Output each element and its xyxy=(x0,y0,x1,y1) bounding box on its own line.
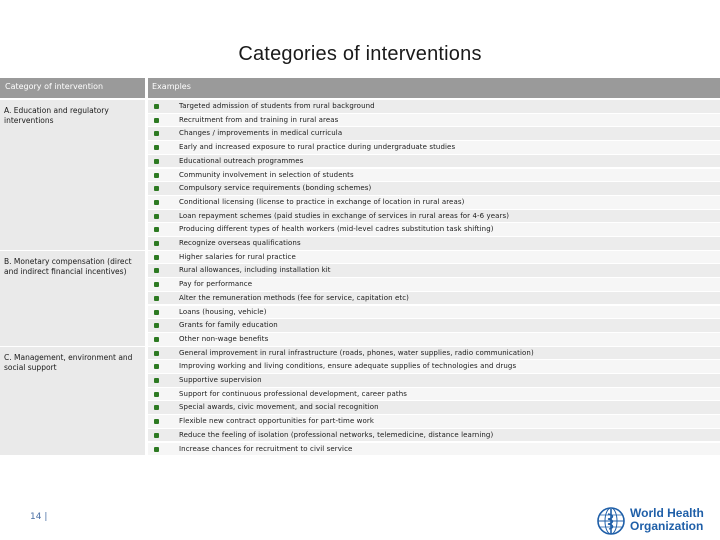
example-row xyxy=(148,360,720,374)
example-text: Educational outreach programmes xyxy=(179,156,304,165)
bullet-icon xyxy=(154,378,159,383)
example-text: Producing different types of health workers (mid-level cadres substitution task shifting) xyxy=(179,225,494,234)
bullet-icon xyxy=(154,405,159,410)
interventions-table xyxy=(0,78,720,453)
logo-line-2: Organization xyxy=(630,519,704,533)
bullet-icon xyxy=(154,433,159,438)
example-text: Community involvement in selection of students xyxy=(179,170,354,179)
example-text: Recruitment from and training in rural areas xyxy=(179,115,339,124)
example-row xyxy=(148,127,720,141)
bullet-icon xyxy=(154,447,159,452)
example-text: Reduce the feeling of isolation (professional networks, telemedicine, distance learning) xyxy=(179,430,494,439)
example-row xyxy=(148,155,720,169)
header-examples: Examples xyxy=(152,82,191,91)
example-row xyxy=(148,347,720,361)
bullet-icon xyxy=(154,392,159,397)
who-emblem-icon xyxy=(596,506,626,536)
bullet-icon xyxy=(154,227,159,232)
example-text: Grants for family education xyxy=(179,321,278,330)
example-text: Higher salaries for rural practice xyxy=(179,252,296,261)
example-text: Improving working and living conditions, ensure adequate supplies of technologies and drugs xyxy=(179,362,517,371)
example-row xyxy=(148,415,720,429)
example-row xyxy=(148,264,720,278)
bullet-icon xyxy=(154,364,159,369)
slide-title: Categories of interventions xyxy=(238,43,482,65)
example-text: Alter the remuneration methods (fee for service, capitation etc) xyxy=(179,293,409,302)
bullet-icon xyxy=(154,282,159,287)
example-row xyxy=(148,319,720,333)
example-text: Early and increased exposure to rural practice during undergraduate studies xyxy=(179,143,456,152)
example-text: Loans (housing, vehicle) xyxy=(179,307,267,316)
example-text: Pay for performance xyxy=(179,280,253,289)
page-number: 14 | xyxy=(30,512,48,522)
bullet-icon xyxy=(154,268,159,273)
example-text: Conditional licensing (license to practice in exchange of location in rural areas) xyxy=(179,197,465,206)
logo-line-1: World Health xyxy=(630,506,704,520)
example-text: Flexible new contract opportunities for part-time work xyxy=(179,417,375,426)
bullet-icon xyxy=(154,310,159,315)
example-row xyxy=(148,169,720,183)
example-row xyxy=(148,114,720,128)
example-row xyxy=(148,141,720,155)
example-row xyxy=(148,429,720,443)
example-row xyxy=(148,401,720,415)
example-text: Changes / improvements in medical curricula xyxy=(179,129,343,138)
bullet-icon xyxy=(154,104,159,109)
bullet-icon xyxy=(154,255,159,260)
category-cell: B. Monetary compensation (direct and indirect financial incentives) xyxy=(0,251,145,346)
example-row xyxy=(148,182,720,196)
example-row xyxy=(148,237,720,251)
example-text: Special awards, civic movement, and social recognition xyxy=(179,403,379,412)
bullet-icon xyxy=(154,351,159,356)
table-header xyxy=(0,78,720,98)
example-row xyxy=(148,196,720,210)
bullet-icon xyxy=(154,159,159,164)
example-row xyxy=(148,210,720,224)
example-row xyxy=(148,223,720,237)
bullet-icon xyxy=(154,296,159,301)
example-row xyxy=(148,292,720,306)
example-row xyxy=(148,100,720,114)
example-text: Compulsory service requirements (bonding schemes) xyxy=(179,184,372,193)
example-row xyxy=(148,388,720,402)
bullet-icon xyxy=(154,419,159,424)
bullet-icon xyxy=(154,337,159,342)
bullet-icon xyxy=(154,145,159,150)
example-row xyxy=(148,333,720,347)
header-category: Category of intervention xyxy=(5,82,104,91)
example-text: Recognize overseas qualifications xyxy=(179,239,301,247)
bullet-icon xyxy=(154,323,159,328)
example-row xyxy=(148,374,720,388)
bullet-icon xyxy=(154,200,159,205)
example-row xyxy=(148,278,720,292)
example-text: Support for continuous professional development, career paths xyxy=(179,389,407,398)
logo-text xyxy=(630,507,704,533)
header-divider xyxy=(145,78,148,98)
example-text: Rural allowances, including installation kit xyxy=(179,266,331,275)
example-row xyxy=(148,443,720,457)
who-logo xyxy=(596,506,712,536)
bullet-icon xyxy=(154,241,159,246)
example-row xyxy=(148,251,720,265)
example-text: Loan repayment schemes (paid studies in exchange of services in rural areas for 4-6 years) xyxy=(179,211,510,220)
example-text: Supportive supervision xyxy=(179,376,262,384)
example-text: Increase chances for recruitment to civil service xyxy=(179,444,353,453)
example-row xyxy=(148,306,720,320)
category-cell: C. Management, environment and social support xyxy=(0,347,145,456)
example-text: Targeted admission of students from rural background xyxy=(179,102,375,110)
example-text: General improvement in rural infrastructure (roads, phones, water supplies, radio communication) xyxy=(179,348,534,357)
bullet-icon xyxy=(154,186,159,191)
bullet-icon xyxy=(154,118,159,123)
example-text: Other non-wage benefits xyxy=(179,334,269,343)
bullet-icon xyxy=(154,214,159,219)
category-cell: A. Education and regulatory interventions xyxy=(0,100,145,250)
bullet-icon xyxy=(154,131,159,136)
bullet-icon xyxy=(154,173,159,178)
